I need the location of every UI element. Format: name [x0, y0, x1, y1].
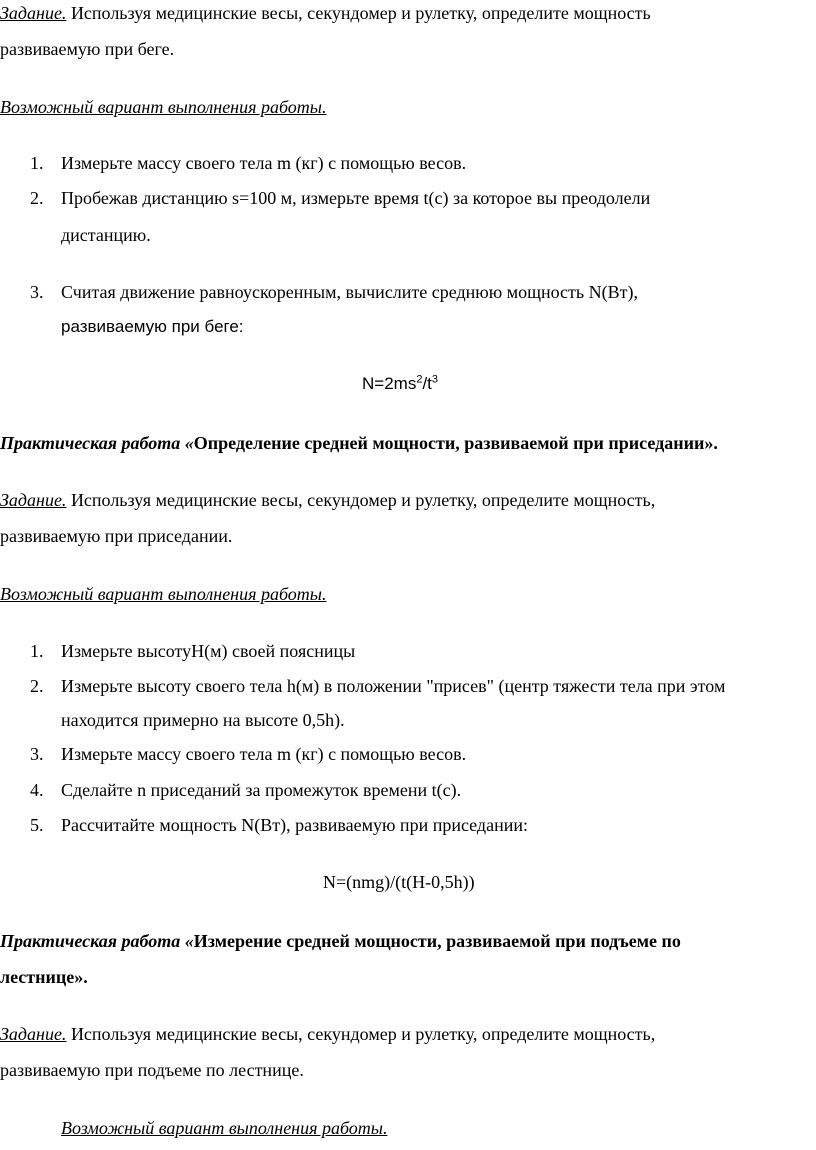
step-text: Пробежав дистанцию s=100 м, измерьте время t(с) за которое вы преодолели [61, 188, 651, 208]
step-number: 2. [30, 676, 44, 696]
task-label: Задание. [0, 3, 67, 23]
task-text: Используя медицинские весы, секундомер и рулетку, определите мощность, [66, 490, 656, 510]
task-text: Используя медицинские весы, секундомер и рулетку, определите мощность, [66, 1024, 656, 1044]
task-text-cont: развиваемую при подъеме по лестнице. [0, 1060, 304, 1080]
step-number: 2. [30, 188, 44, 208]
variant-heading: Возможный вариант выполнения работы. [0, 584, 327, 604]
step-text: Измерьте высоту своего тела h(м) в положении "присев" (центр тяжести тела при этом [61, 676, 726, 696]
step-text: Измерьте массу своего тела m (кг) с помощью весов. [61, 153, 467, 173]
step-text: Измерьте массу своего тела m (кг) с помощью весов. [61, 744, 467, 764]
formula-run-power: $N=2ms^2/t^3$ [362, 373, 439, 393]
step-number: 5. [30, 815, 44, 835]
step-number: 1. [30, 153, 44, 173]
step-text: Сделайте n приседаний за промежуток времени t(с). [61, 780, 462, 800]
formula-squat-power: N=(nmg)/(t(H-0,5h)) [323, 872, 475, 892]
step-number: 3. [30, 744, 44, 764]
task-label: Задание. [0, 490, 67, 510]
task-text-cont: развиваемую при беге. [0, 39, 175, 59]
task-paragraph-3 [0, 1023, 655, 1045]
step-text-cont: находится примерно на высоте 0,5h). [61, 710, 345, 730]
task-paragraph-1 [0, 2, 651, 24]
section-title-stairs-cont: лестнице». [0, 967, 88, 987]
step-text: Считая движение равноускоренным, вычислите среднюю мощность N(Вт), [61, 282, 638, 302]
step-text-cont: дистанцию. [61, 225, 151, 245]
task-label: Задание. [0, 1024, 67, 1044]
section-title-squats: Практическая работа «Определение средней мощности, развиваемой при приседании». [0, 433, 718, 453]
step-text: Рассчитайте мощность N(Вт), развиваемую при приседании: [61, 815, 528, 835]
step-number: 4. [30, 780, 44, 800]
section-title-stairs: Практическая работа «Измерение средней мощности, развиваемой при подъеме по [0, 931, 681, 951]
variant-heading: Возможный вариант выполнения работы. [61, 1118, 388, 1138]
step-number: 3. [30, 282, 44, 302]
task-text: Используя медицинские весы, секундомер и рулетку, определите мощность [66, 3, 651, 23]
variant-heading: Возможный вариант выполнения работы. [0, 97, 327, 117]
step-text-cont: развиваемую при беге: [61, 317, 244, 336]
task-text-cont: развиваемую при приседании. [0, 526, 233, 546]
step-number: 1. [30, 641, 44, 661]
task-paragraph-2 [0, 489, 655, 511]
step-text: Измерьте высотуН(м) своей поясницы [61, 641, 356, 661]
